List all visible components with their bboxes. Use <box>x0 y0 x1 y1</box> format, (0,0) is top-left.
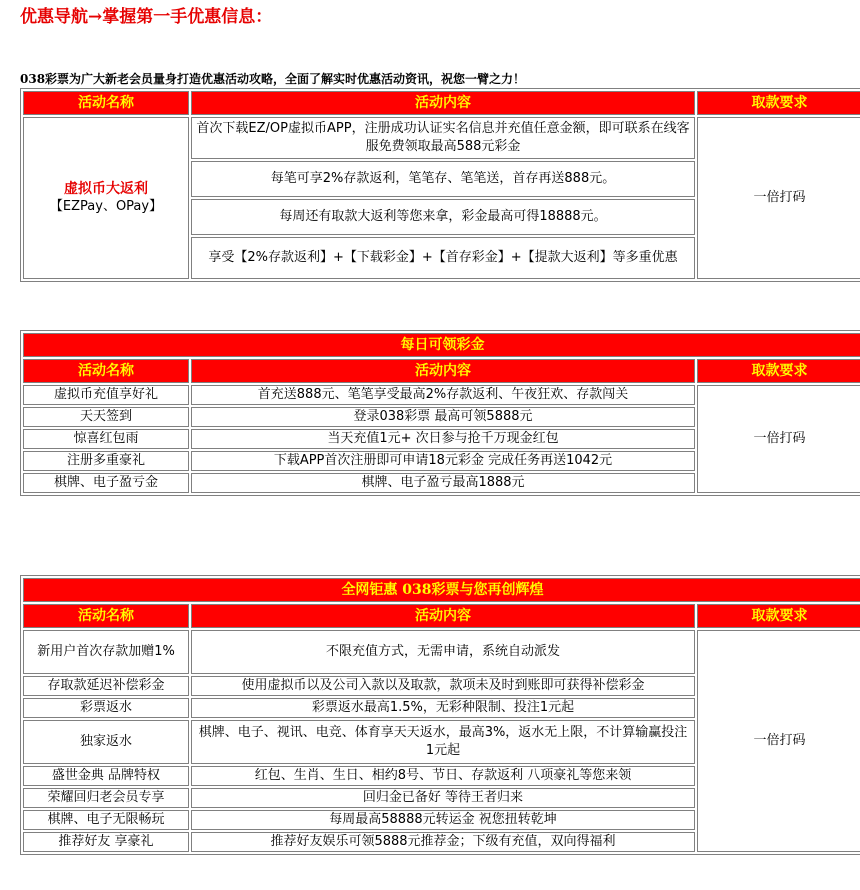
activity-content: 棋牌、电子盈亏最高1888元 <box>191 473 695 493</box>
activity-name: 虚拟币充值享好礼 <box>23 385 189 405</box>
activity-content: 红包、生肖、生日、相约8号、节日、存款返利 八项豪礼等您来领 <box>191 766 695 786</box>
activity-content: 推荐好友娱乐可领5888元推荐金；下级有充值，双向得福利 <box>191 832 695 852</box>
header-requirement: 取款要求 <box>697 359 860 383</box>
withdraw-requirement: 一倍打码 <box>697 117 860 279</box>
activity-content: 下载APP首次注册即可申请18元彩金 完成任务再送1042元 <box>191 451 695 471</box>
activity-content: 每周还有取款大返利等您来拿，彩金最高可得18888元。 <box>191 199 695 235</box>
page-title: 优惠导航→掌握第一手优惠信息： <box>20 7 273 27</box>
activity-content: 登录038彩票 最高可领5888元 <box>191 407 695 427</box>
activity-content: 每笔可享2%存款返利，笔笔存、笔笔送，首存再送888元。 <box>191 161 695 197</box>
table-header-row <box>23 91 860 115</box>
activity-content: 当天充值1元+ 次日参与抢千万现金红包 <box>191 429 695 449</box>
activity-name-sub: 【EZPay、OPay】 <box>49 199 163 214</box>
activity-name: 盛世金典 品牌特权 <box>23 766 189 786</box>
table-row <box>23 385 860 405</box>
virtual-coin-rebate-table <box>20 88 860 282</box>
section-title-row <box>23 333 860 357</box>
header-content: 活动内容 <box>191 604 695 628</box>
activity-name: 荣耀回归老会员专享 <box>23 788 189 808</box>
activity-content: 彩票返水最高1.5%，无彩种限制、投注1元起 <box>191 698 695 718</box>
activity-name: 注册多重豪礼 <box>23 451 189 471</box>
activity-content: 首充送888元、笔笔享受最高2%存款返利、午夜狂欢、存款闯关 <box>191 385 695 405</box>
table-row <box>23 117 860 159</box>
header-content: 活动内容 <box>191 91 695 115</box>
activity-name: 棋牌、电子盈亏金 <box>23 473 189 493</box>
activity-name: 惊喜红包雨 <box>23 429 189 449</box>
activity-content: 每周最高58888元转运金 祝您扭转乾坤 <box>191 810 695 830</box>
activity-content: 不限充值方式，无需申请，系统自动派发 <box>191 630 695 674</box>
activity-content: 回归金已备好 等待王者归来 <box>191 788 695 808</box>
section-title-row <box>23 578 860 602</box>
section-title: 每日可领彩金 <box>23 333 860 357</box>
activity-name-cell <box>23 117 189 279</box>
activity-name: 天天签到 <box>23 407 189 427</box>
header-requirement: 取款要求 <box>697 91 860 115</box>
table-row <box>23 630 860 674</box>
activity-name: 独家返水 <box>23 720 189 764</box>
header-requirement: 取款要求 <box>697 604 860 628</box>
table-header-row <box>23 359 860 383</box>
table-header-row <box>23 604 860 628</box>
site-wide-offers-table <box>20 575 860 855</box>
header-name: 活动名称 <box>23 359 189 383</box>
header-name: 活动名称 <box>23 604 189 628</box>
activity-name: 虚拟币大返利 <box>64 181 148 197</box>
activity-content: 棋牌、电子、视讯、电竞、体育享天天返水，最高3%，返水无上限，不计算输赢投注1元起 <box>191 720 695 764</box>
withdraw-requirement: 一倍打码 <box>697 385 860 493</box>
activity-name: 新用户首次存款加赠1% <box>23 630 189 674</box>
withdraw-requirement: 一倍打码 <box>697 630 860 852</box>
section-title: 全网钜惠 038彩票与您再创辉煌 <box>23 578 860 602</box>
activity-name: 彩票返水 <box>23 698 189 718</box>
activity-name: 推荐好友 享豪礼 <box>23 832 189 852</box>
activity-name: 存取款延迟补偿彩金 <box>23 676 189 696</box>
activity-content: 使用虚拟币以及公司入款以及取款，款项未及时到账即可获得补偿彩金 <box>191 676 695 696</box>
daily-bonus-table <box>20 330 860 496</box>
activity-content: 首次下载EZ/OP虚拟币APP，注册成功认证实名信息并充值任意金额，即可联系在线客服免费领取最高588元彩金 <box>191 117 695 159</box>
intro-text: 038彩票为广大新老会员量身打造优惠活动攻略，全面了解实时优惠活动资讯，祝您一臂之力！ <box>20 72 526 86</box>
header-content: 活动内容 <box>191 359 695 383</box>
activity-name: 棋牌、电子无限畅玩 <box>23 810 189 830</box>
header-name: 活动名称 <box>23 91 189 115</box>
activity-content: 享受【2%存款返利】+【下载彩金】+【首存彩金】+【提款大返利】等多重优惠 <box>191 237 695 279</box>
